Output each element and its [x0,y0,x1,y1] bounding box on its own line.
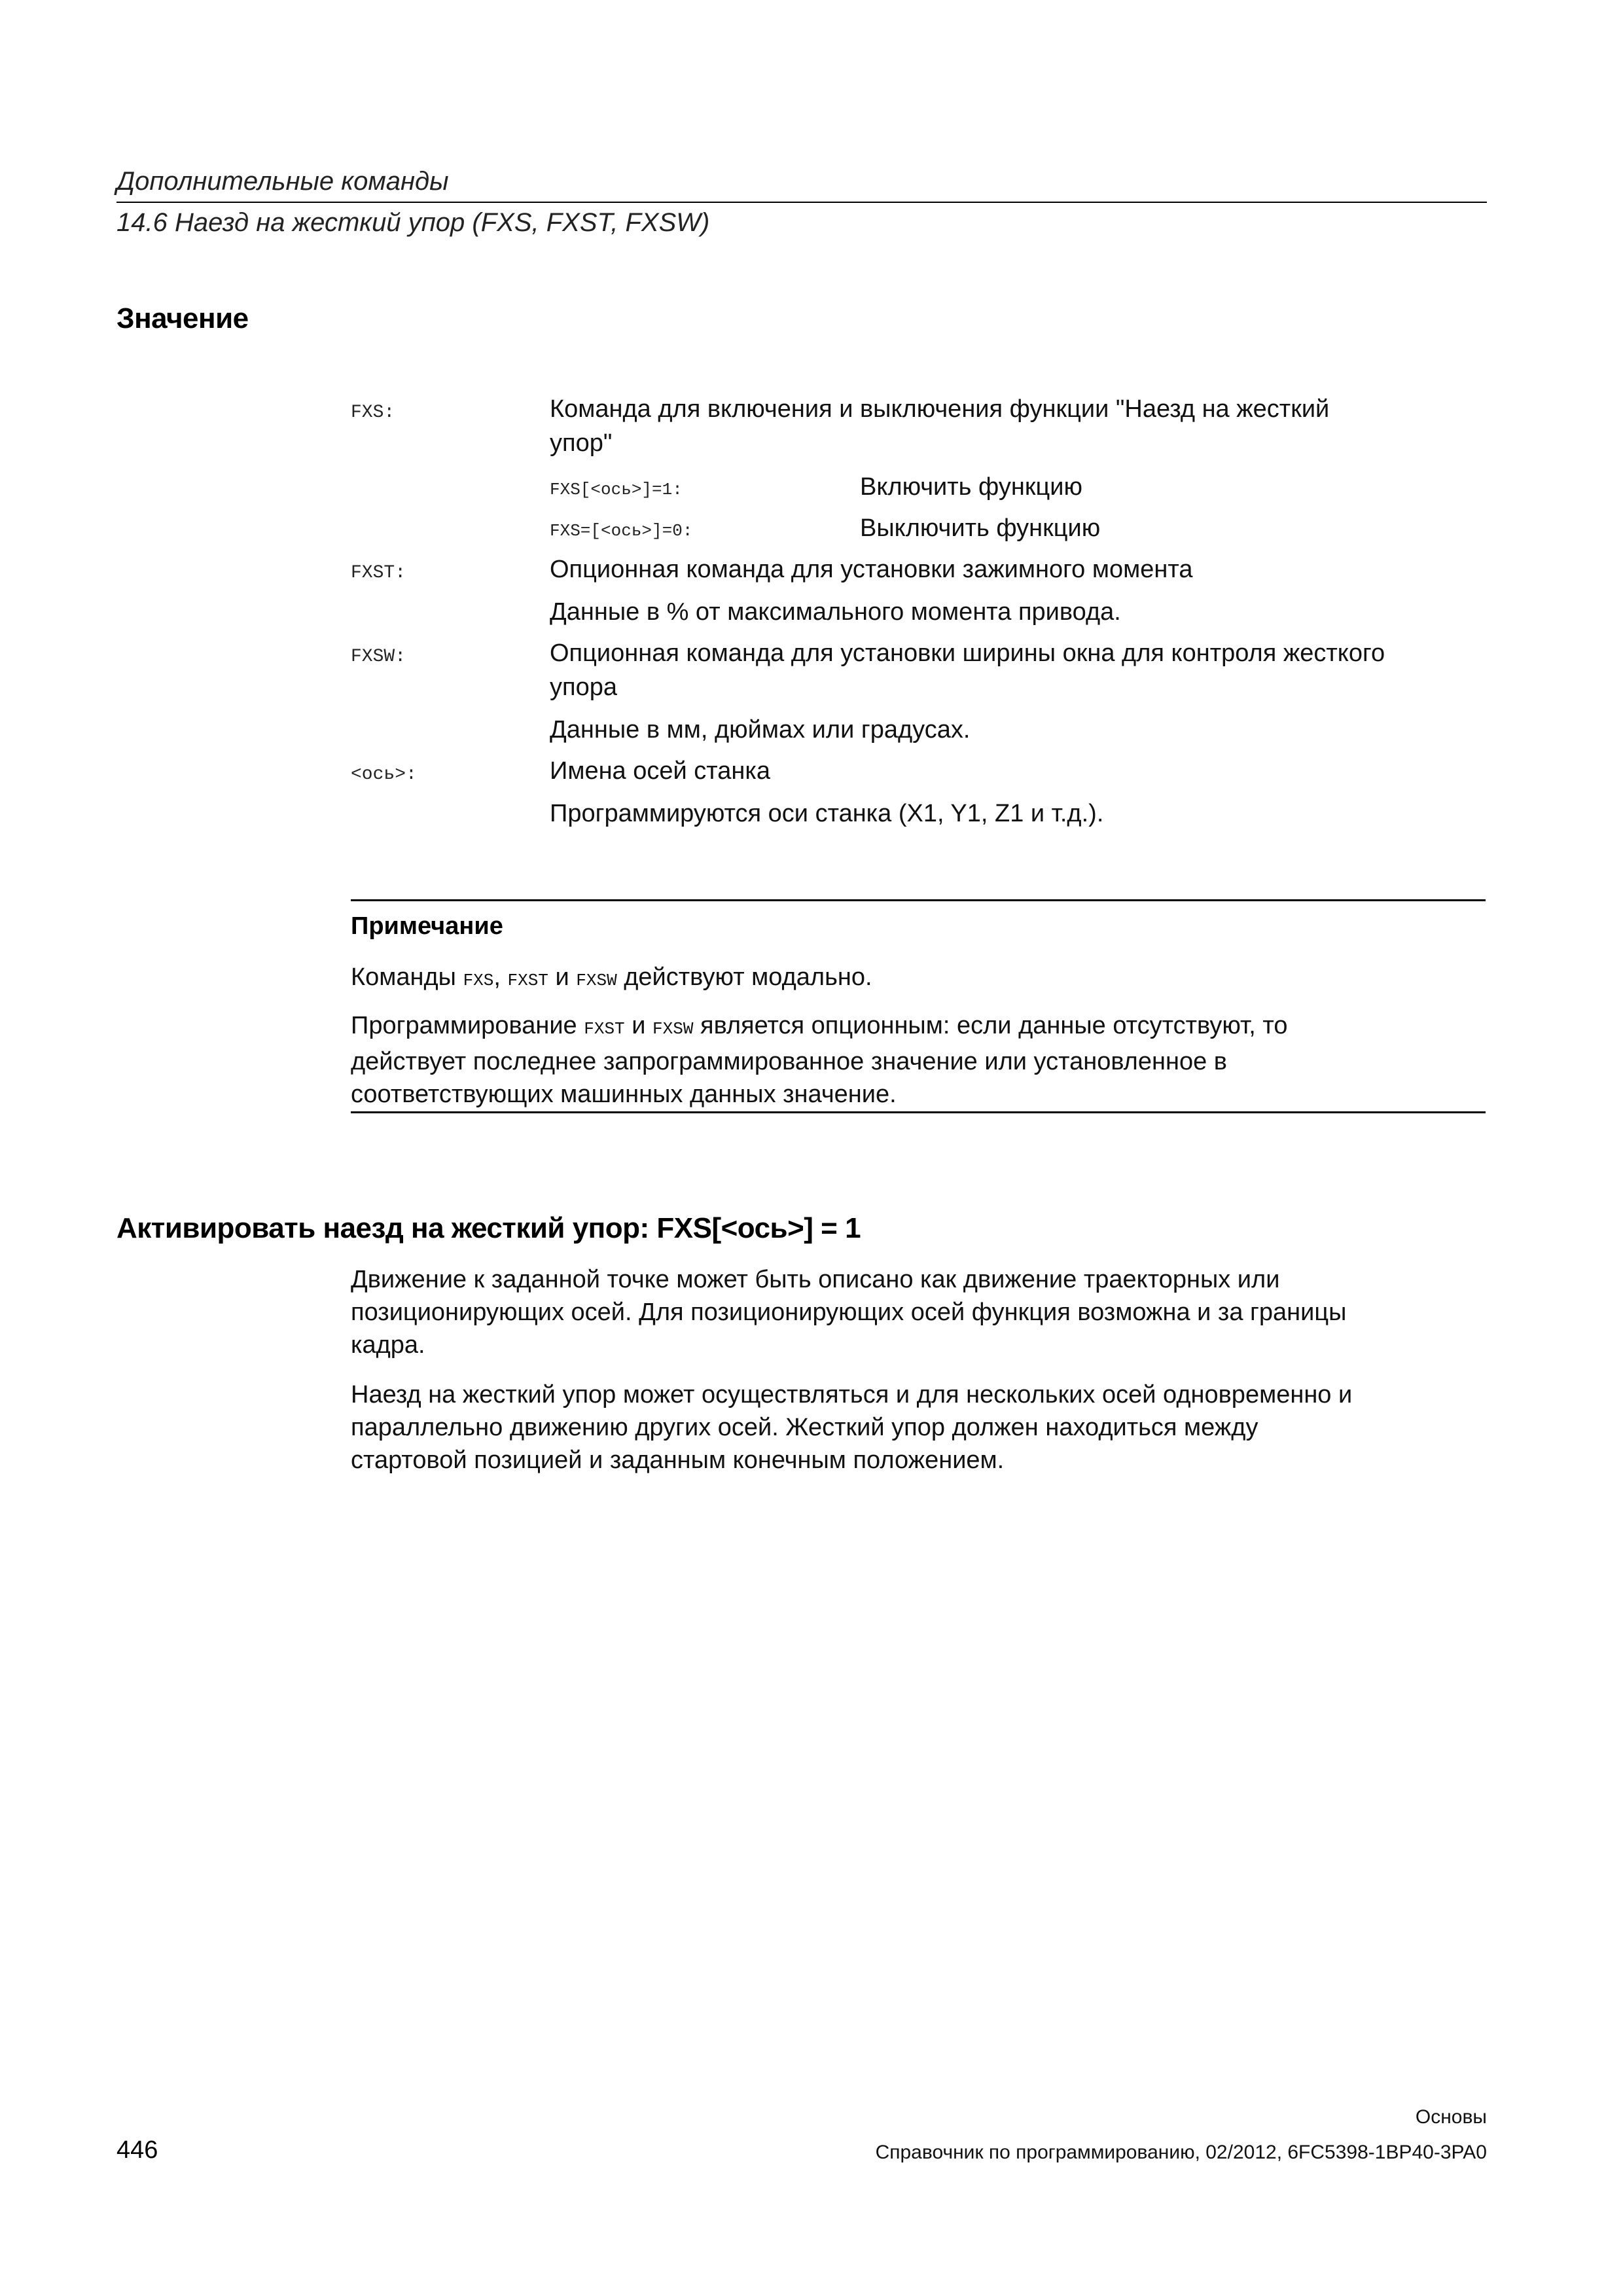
definition-extra-axis: Программируются оси станка (X1, Y1, Z1 и т.д.). [550,800,1104,827]
note-p2-text-1: Программирование [351,1012,584,1039]
note-p1-text-3: и [548,963,577,991]
note-p1-text-2: , [493,963,508,991]
activate-p2-line3: стартовой позицией и заданным конечным положением. [351,1446,1005,1474]
subdefinition-term-fxs-on: FXS[<ось>]=1: [550,480,683,499]
note-p1-text-1: Команды [351,963,463,991]
note-p1-code-fxst: FXST [507,971,548,990]
subdefinition-term-fxs-off: FXS=[<ось>]=0: [550,521,693,541]
note-paragraph-2 [351,1009,1486,1111]
note-p2-text-3: является опционным: если данные отсутствуют, то [693,1012,1288,1039]
page-number: 446 [116,2136,158,2164]
subdefinition-desc-fxs-off: Выключить функцию [860,514,1101,542]
note-top-rule [351,899,1486,901]
section-heading-meaning: Значение [116,302,249,334]
definition-extra-fxsw: Данные в мм, дюймах или градусах. [550,716,971,744]
definition-term-fxsw: FXSW: [351,647,406,667]
activate-p1-line3: кадра. [351,1331,425,1359]
activate-p2-line1: Наезд на жесткий упор может осуществляться и для нескольких осей одновременно и [351,1381,1353,1408]
subdefinition-desc-fxs-on: Включить функцию [860,473,1082,501]
note-p2-code-fxsw: FXSW [652,1019,694,1039]
definition-desc-fxst: Опционная команда для установки зажимного момента [550,556,1193,583]
definition-term-fxst: FXST: [351,563,406,583]
note-p2-line1 [351,1009,1486,1045]
definition-desc-fxs-line2: упор" [550,429,613,457]
note-paragraph-1 [351,961,1486,997]
activate-p1-line1: Движение к заданной точке может быть описано как движение траекторных или [351,1266,1280,1293]
note-p2-line3: соответствующих машинных данных значение. [351,1081,897,1108]
note-p1-code-fxs: FXS [463,971,494,990]
note-p1-code-fxsw: FXSW [576,971,617,990]
note-p2-line2: действует последнее запрограммированное значение или установленное в [351,1048,1227,1075]
section-heading-activate: Активировать наезд на жесткий упор: FXS[<ось>] = 1 [116,1212,861,1244]
header-divider [116,202,1487,203]
definition-desc-fxs-line1: Команда для включения и выключения функции "Наезд на жесткий [550,395,1330,423]
definition-desc-axis: Имена осей станка [550,757,770,785]
definition-term-fxs: FXS: [351,403,395,423]
note-bottom-rule [351,1111,1486,1113]
definition-extra-fxst: Данные в % от максимального момента привода. [550,598,1121,626]
definition-desc-fxsw-line2: упора [550,673,617,701]
definition-desc-fxsw-line1: Опционная команда для установки ширины окна для контроля жесткого [550,639,1385,667]
running-header-title: Дополнительные команды [116,167,449,196]
activate-p1-line2: позиционирующих осей. Для позиционирующих осей функция возможна и за границы [351,1299,1347,1326]
note-p1-text-4: действуют модально. [616,963,872,991]
activate-p2-line2: параллельно движению других осей. Жесткий упор должен находиться между [351,1414,1258,1441]
note-title: Примечание [351,912,503,940]
footer-book-title: Основы [1415,2106,1487,2128]
running-header-subtitle: 14.6 Наезд на жесткий упор (FXS, FXST, FXSW) [116,208,710,237]
note-p2-code-fxst: FXST [584,1019,625,1039]
footer-reference: Справочник по программированию, 02/2012, 6FC5398-1BP40-3PA0 [875,2142,1487,2163]
note-p2-text-2: и [624,1012,653,1039]
activate-paragraph-2 [351,1378,1486,1477]
activate-paragraph-1 [351,1263,1486,1361]
definition-term-axis: <ось>: [351,764,417,785]
